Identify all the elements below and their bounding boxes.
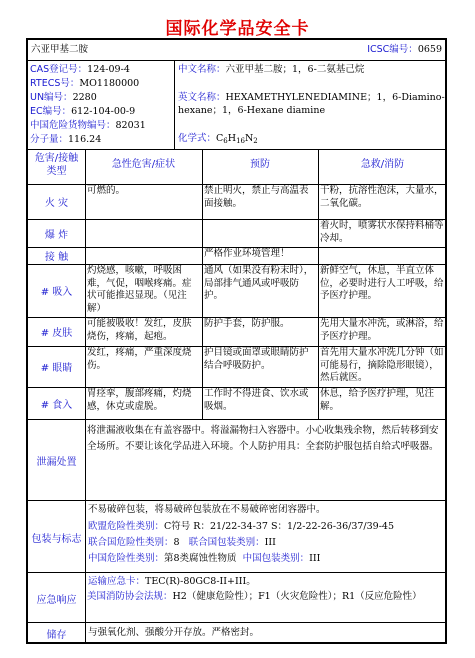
row-type-ingestion: # 食入 xyxy=(40,400,73,411)
row-explosion-firstaid: 着火时，喷雾状水保持料桶等冷却。 xyxy=(320,220,444,244)
un-class xyxy=(88,537,276,550)
packaging-divider xyxy=(85,501,86,572)
packaging-section xyxy=(28,501,445,573)
ename-label: 英文名称： xyxy=(178,92,226,103)
ec-number xyxy=(30,106,135,119)
formula-6: 6 xyxy=(223,137,228,145)
un-value: 2280 xyxy=(72,92,97,103)
row-fire-symptoms: 可燃的。 xyxy=(87,185,126,196)
formula-16: 16 xyxy=(236,137,245,145)
cn-value: 82031 xyxy=(115,120,146,131)
row-type-fire: 火 灾 xyxy=(44,198,69,209)
row-ingestion-firstaid: 休息，给予医疗护理，见注解。 xyxy=(320,388,435,412)
eu-class xyxy=(88,521,394,534)
row-skin-symptoms: 可能被吸收！发红，皮肤烧伤，疼痛，起疱。 xyxy=(87,318,192,342)
row-type-explosion: 爆 炸 xyxy=(44,229,69,241)
row-ingestion-symptoms: 胃痉挛，腹部疼痛，灼烧感，休克或虚脱。 xyxy=(87,388,192,412)
un-number xyxy=(30,92,97,105)
spill-section xyxy=(28,420,445,501)
icsc-number xyxy=(367,44,442,57)
row-eyes-symptoms: 发红，疼痛，严重深度烧伤。 xyxy=(87,347,192,371)
transport-card-value: TEC(R)-80GC8-II+III。 xyxy=(145,576,256,587)
icsc-label: ICSC编号： xyxy=(367,44,418,55)
un-class-value: 8 xyxy=(173,537,180,548)
table-header-prevention: 预防 xyxy=(250,159,270,170)
icsc-value: 0659 xyxy=(417,44,442,55)
row-ingestion-prevention: 工作时不得进食、饮水或吸烟。 xyxy=(204,388,309,412)
hazard-table xyxy=(28,150,445,420)
transport-card xyxy=(88,576,256,589)
header-row xyxy=(28,40,445,61)
un-pack-label: 联合国包装类别： xyxy=(188,537,265,548)
row-explosion-prevention xyxy=(202,219,318,247)
eu-class-label: 欧盟危险性类别： xyxy=(88,521,165,532)
cn-pack-value: III xyxy=(309,553,321,564)
cn-pack-label: 中国包装类别： xyxy=(242,553,310,564)
cas-label: CAS登记号： xyxy=(30,64,88,75)
english-name-line2: hexane；1，6-Hexane diamine xyxy=(178,105,326,116)
row-inhalation-prevention: 通风（如果没有粉末时），局部排气通风或呼吸防护。 xyxy=(204,265,314,301)
identity-divider xyxy=(174,61,175,149)
row-eyes-firstaid: 首先用大量水冲洗几分钟（如可能易行，摘除隐形眼镜），然后就医。 xyxy=(320,347,444,383)
row-contact-prevention: 严格作业环境管理！ xyxy=(204,248,290,259)
rtecs-number xyxy=(30,78,139,91)
eu-class-value: C符号 R：21/22-34-37 S：1/2-22-26-36/37/39-45 xyxy=(164,521,395,532)
nfpa-value: H2（健康危险性）；F1（火灾危险性）；R1（反应危险性） xyxy=(172,591,422,602)
chinese-name xyxy=(178,64,364,77)
mw-value: 116.24 xyxy=(68,134,102,145)
table-header-firstaid: 急救/消防 xyxy=(360,159,405,170)
ec-value: 612-104-00-9 xyxy=(71,106,136,117)
page-title: 国际化学品安全卡 xyxy=(165,19,310,39)
chemical-formula xyxy=(178,133,258,148)
table-header-symptoms: 急性危害/症状 xyxy=(111,159,176,170)
row-inhalation-symptoms: 灼烧感，咳嗽，呼吸困难，气促，咽喉疼痛。症状可能推迟显现。（见注解） xyxy=(87,265,192,314)
row-type-eyes: # 眼睛 xyxy=(40,363,73,374)
un-class-label: 联合国危险性类别： xyxy=(88,537,174,548)
cname-label: 中文名称： xyxy=(178,64,226,75)
storage-label: 储存 xyxy=(46,630,67,641)
storage-section xyxy=(28,623,445,644)
row-type-skin: # 皮肤 xyxy=(40,328,73,339)
spill-text: 将泄漏液收集在有盖容器中。将溢漏物扫入容器中。小心收集残余物，然后转移到安全场所。不要让该化学品进入环境。个人防护用具：全套防护服包括自给式呼吸器。 xyxy=(87,425,439,452)
formula-c: C xyxy=(216,133,224,144)
row-inhalation-firstaid: 新鲜空气，休息，半直立体位，必要时进行人工呼吸，给予医疗护理。 xyxy=(320,265,444,301)
cas-value: 124-09-4 xyxy=(87,64,130,75)
emergency-label: 应急响应 xyxy=(36,594,77,606)
cn-label: 中国危险货物编号： xyxy=(30,120,116,131)
row-contact-firstaid xyxy=(318,247,447,264)
english-name xyxy=(178,92,445,105)
un-label: UN编号： xyxy=(30,92,73,103)
formula-label: 化学式： xyxy=(178,133,217,144)
cn-class xyxy=(88,553,320,566)
cn-number xyxy=(30,120,146,133)
molecular-weight xyxy=(30,134,101,147)
row-fire-prevention: 禁止明火，禁止与高温表面接触。 xyxy=(204,185,309,209)
row-fire-firstaid: 干粉，抗溶性泡沫，大量水，二氧化碳。 xyxy=(320,185,444,209)
cname-value: 六亚甲基二胺；1，6-二氨基己烷 xyxy=(225,64,365,75)
un-pack-value: III xyxy=(264,537,276,548)
cas-number xyxy=(30,64,130,77)
row-explosion-symptoms xyxy=(85,219,202,247)
row-eyes-prevention: 护目镜或面罩或眼睛防护结合呼吸防护。 xyxy=(204,347,309,371)
rtecs-label: RTECS号： xyxy=(30,78,80,89)
formula-2: 2 xyxy=(253,137,258,145)
row-contact-symptoms xyxy=(85,247,202,264)
cn-class-value: 第8类腐蚀性物质 xyxy=(164,553,237,564)
packaging-label: 包装与标志 xyxy=(31,533,82,545)
packaging-line1: 不易破碎包装，将易破碎包装放在不易破碎密闭容器中。 xyxy=(88,504,326,515)
row-skin-prevention: 防护手套，防护服。 xyxy=(204,318,290,329)
formula-h: H xyxy=(227,133,237,144)
transport-card-label: 运输应急卡： xyxy=(88,576,146,587)
table-header-type: 危害/接触类型 xyxy=(34,153,79,177)
identity-section xyxy=(28,61,445,150)
mw-label: 分子量： xyxy=(30,134,69,145)
ec-label: EC编号： xyxy=(30,106,72,117)
safety-card xyxy=(26,38,447,644)
row-type-inhalation: # 吸入 xyxy=(40,287,73,298)
ename-line1: HEXAMETHYLENEDIAMINE；1，6-Diamino- xyxy=(225,92,445,103)
cn-class-label: 中国危险性类别： xyxy=(88,553,165,564)
spill-label: 泄漏处置 xyxy=(36,457,77,468)
nfpa-code xyxy=(86,590,446,622)
storage-divider xyxy=(85,623,86,644)
rtecs-value: MO1180000 xyxy=(79,78,140,89)
nfpa-label: 美国消防协会法规： xyxy=(87,591,173,602)
chemical-name: 六亚甲基二胺 xyxy=(31,44,89,55)
formula-n: N xyxy=(244,133,254,144)
emergency-section xyxy=(28,573,445,623)
storage-text: 与强氧化剂、强酸分开存放。严格密封。 xyxy=(88,627,260,638)
row-skin-firstaid: 先用大量水冲洗，或淋浴，给予医疗护理。 xyxy=(320,318,444,342)
row-type-contact: 接 触 xyxy=(44,252,69,263)
